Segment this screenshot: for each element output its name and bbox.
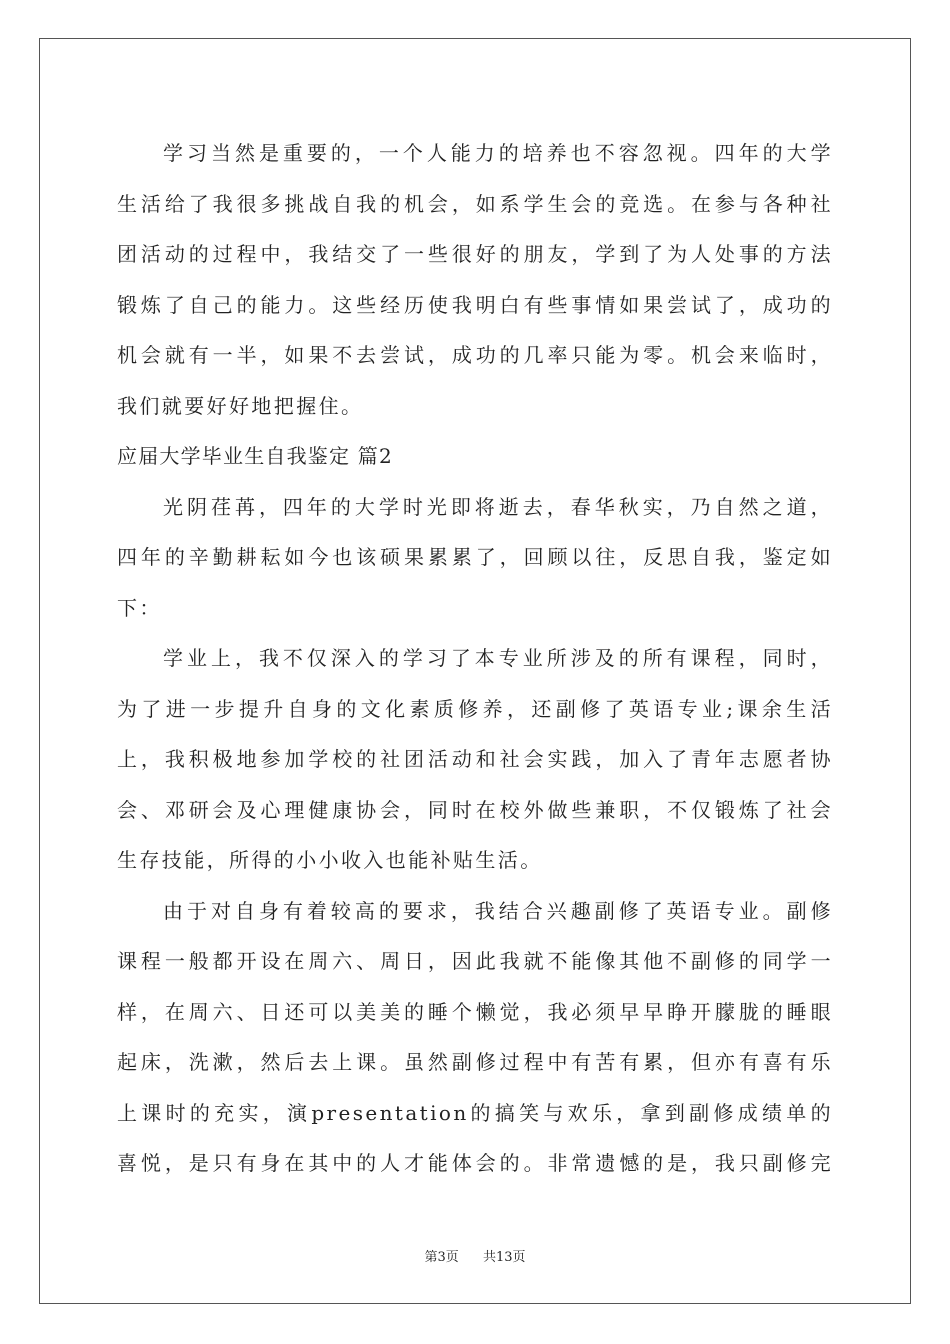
text-line: 喜悦，是只有身在其中的人才能体会的。非常遗憾的是，我只副修完 <box>117 1151 833 1175</box>
text-line: 团活动的过程中，我结交了一些很好的朋友，学到了为人处事的方法 <box>117 242 833 266</box>
text-line: 上，我积极地参加学校的社团活动和社会实践，加入了青年志愿者协 <box>117 747 833 771</box>
text-line: 起床，洗漱，然后去上课。虽然副修过程中有苦有累，但亦有喜有乐 <box>117 1050 833 1074</box>
text-line: 由于对自身有着较高的要求，我结合兴趣副修了英语专业。副修 <box>163 898 833 923</box>
text-line: 生活给了我很多挑战自我的机会，如系学生会的竞选。在参与各种社 <box>117 191 833 216</box>
text-line: 我们就要好好地把握住。 <box>117 393 364 418</box>
text-line: 机会就有一半，如果不去尝试，成功的几率只能为零。机会来临时， <box>117 343 833 367</box>
text-line: 下： <box>117 595 162 620</box>
page-total: 共13页 <box>483 1250 526 1265</box>
text-line: 课程一般都开设在周六、周日，因此我就不能像其他不副修的同学一 <box>117 949 833 973</box>
text-line: 学业上，我不仅深入的学习了本专业所涉及的所有课程，同时， <box>163 646 833 670</box>
text-line: 上课时的充实，演presentation的搞笑与欢乐，拿到副修成绩单的 <box>117 1100 833 1125</box>
page-footer <box>0 1246 950 1265</box>
page-number: 第3页 <box>424 1250 459 1265</box>
text-line: 生存技能，所得的小小收入也能补贴生活。 <box>117 848 543 872</box>
text-line: 锻炼了自己的能力。这些经历使我明白有些事情如果尝试了，成功的 <box>117 292 833 317</box>
text-line: 光阴荏苒，四年的大学时光即将逝去，春华秋实，乃自然之道， <box>163 494 833 519</box>
text-line: 样，在周六、日还可以美美的睡个懒觉，我必须早早睁开朦胧的睡眼 <box>117 999 833 1024</box>
text-line: 学习当然是重要的，一个人能力的培养也不容忽视。四年的大学 <box>163 141 833 165</box>
text-line: 会、邓研会及心理健康协会，同时在校外做些兼职，不仅锻炼了社会 <box>117 797 833 822</box>
text-line: 为了进一步提升自身的文化素质修养，还副修了英语专业;课余生活 <box>117 696 833 721</box>
section-heading: 应届大学毕业生自我鉴定 篇2 <box>117 444 393 468</box>
text-line: 四年的辛勤耕耘如今也该硕果累累了，回顾以往，反思自我，鉴定如 <box>117 545 833 569</box>
document-body <box>117 128 833 1189</box>
